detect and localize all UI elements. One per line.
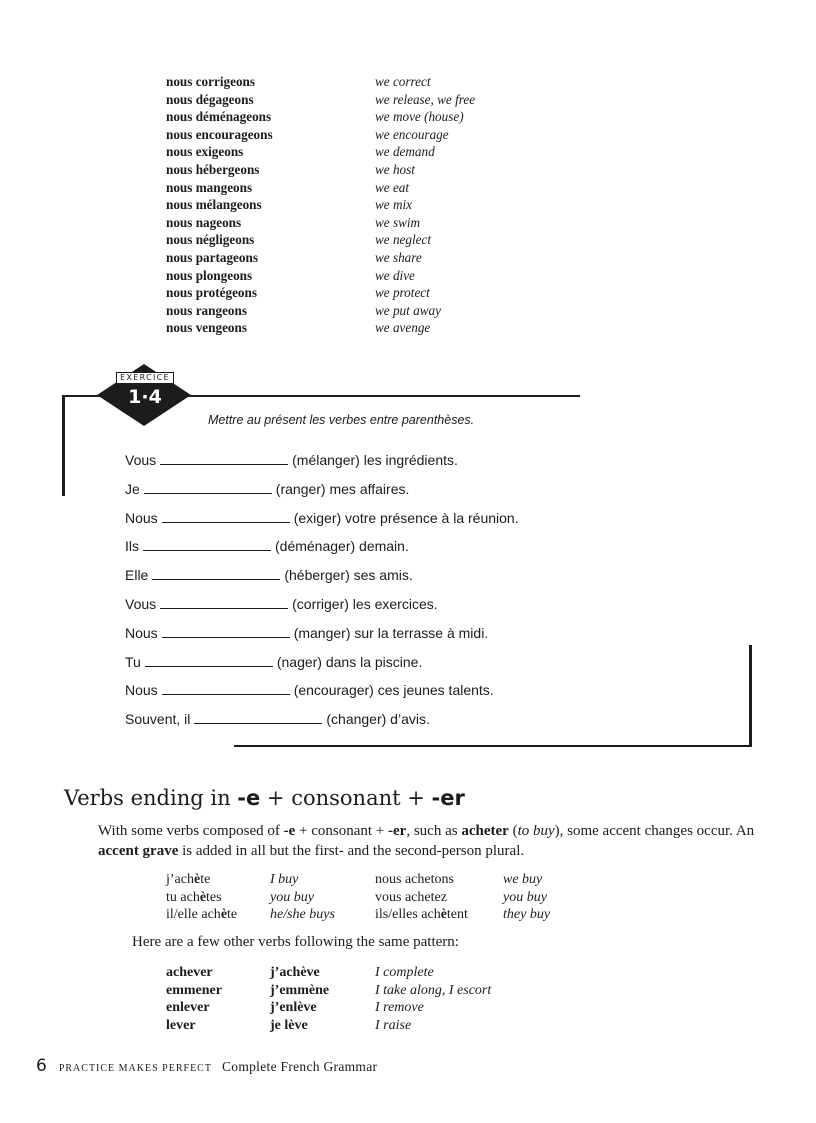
para-text: + consonant + bbox=[295, 823, 389, 839]
page-number: 6 bbox=[36, 1056, 47, 1076]
verb-translation: I complete bbox=[375, 965, 434, 980]
vocab-french: nous corrigeons bbox=[166, 74, 256, 89]
verb-form: j’enlève bbox=[270, 1000, 317, 1016]
para-text: ( bbox=[508, 823, 518, 839]
vocab-english: we protect bbox=[375, 285, 430, 301]
vocab-french: nous rangeons bbox=[166, 302, 247, 318]
item-rest: (héberger) ses amis. bbox=[284, 567, 413, 584]
vocab-english: we put away bbox=[375, 302, 441, 318]
conj-singular: j’achète bbox=[166, 872, 211, 887]
para-bold: accent grave bbox=[98, 843, 179, 859]
exercise-number: 1·4 bbox=[128, 386, 162, 408]
section-heading bbox=[64, 786, 465, 810]
vocab-french: nous protégeons bbox=[166, 285, 257, 301]
verb-form: je lève bbox=[270, 1017, 308, 1033]
vocab-french: nous partageons bbox=[166, 249, 258, 265]
item-subject: Souvent, il bbox=[125, 711, 191, 728]
item-rest: (corriger) les exercices. bbox=[292, 595, 438, 612]
vocab-english: we avenge bbox=[375, 320, 431, 336]
exercise-frame-bottom bbox=[234, 745, 752, 747]
vocab-english: we mix bbox=[375, 197, 412, 213]
exercise-label: EXERCICE bbox=[116, 372, 174, 384]
item-rest: (nager) dans la piscine. bbox=[276, 653, 423, 670]
answer-blank[interactable] bbox=[152, 566, 280, 580]
verb-translation: I remove bbox=[375, 1000, 424, 1016]
para-bold: acheter bbox=[461, 823, 509, 839]
answer-blank[interactable] bbox=[194, 710, 322, 724]
series-title: PRACTICE MAKES PERFECT bbox=[58, 1063, 212, 1074]
item-subject: Nous bbox=[125, 509, 158, 526]
para-text: is added in all but the first- and the second-person plural. bbox=[178, 843, 525, 859]
exercise-frame-left bbox=[62, 395, 65, 496]
item-rest: (changer) d’avis. bbox=[326, 711, 430, 728]
para-text: ), some accent changes occur. An bbox=[554, 823, 755, 839]
item-rest: (mélanger) les ingrédients. bbox=[292, 452, 458, 468]
verb-infinitive: emmener bbox=[166, 982, 222, 998]
item-rest: (exiger) votre présence à la réunion. bbox=[293, 509, 519, 526]
conj-singular-en: he/she buys bbox=[270, 907, 335, 922]
verb-infinitive: enlever bbox=[166, 1000, 210, 1016]
heading-text: + consonant + bbox=[260, 786, 432, 810]
answer-blank[interactable] bbox=[144, 480, 272, 494]
book-title: Complete French Grammar bbox=[221, 1059, 378, 1074]
verb-translation: I take along, I escort bbox=[375, 982, 492, 998]
vocab-english: we encourage bbox=[375, 126, 449, 142]
vocab-french: nous mangeons bbox=[166, 179, 253, 195]
verb-infinitive: lever bbox=[166, 1017, 196, 1033]
conj-singular-en: you buy bbox=[270, 889, 314, 905]
para-bold: -er bbox=[388, 823, 407, 839]
item-subject: Elle bbox=[125, 567, 149, 584]
verb-infinitive: achever bbox=[166, 965, 213, 980]
item-rest: (encourager) ces jeunes talents. bbox=[293, 682, 494, 699]
answer-blank[interactable] bbox=[162, 509, 290, 523]
para-text: With some verbs composed of bbox=[98, 823, 284, 839]
heading-suffix-er: -er bbox=[431, 786, 465, 810]
conj-plural: ils/elles achètent bbox=[375, 907, 468, 922]
vocab-english: we demand bbox=[375, 144, 435, 160]
vocab-french: nous vengeons bbox=[166, 320, 247, 336]
verb-form: j’emmène bbox=[270, 982, 330, 998]
item-subject: Vous bbox=[125, 595, 157, 612]
vocab-french: nous encourageons bbox=[166, 126, 273, 142]
answer-blank[interactable] bbox=[162, 624, 290, 638]
section-paragraph bbox=[98, 821, 764, 861]
item-subject: Je bbox=[125, 480, 140, 497]
item-subject: Nous bbox=[125, 682, 158, 699]
answer-blank[interactable] bbox=[160, 451, 288, 465]
conj-singular: tu achètes bbox=[166, 889, 222, 905]
heading-suffix-e: -e bbox=[237, 786, 261, 810]
vocab-french: nous nageons bbox=[166, 214, 242, 230]
vocab-english: we eat bbox=[375, 179, 410, 195]
answer-blank[interactable] bbox=[162, 681, 290, 695]
page-footer bbox=[36, 1056, 377, 1076]
vocab-english: we move (house) bbox=[375, 109, 464, 125]
para-bold: -e bbox=[283, 823, 296, 839]
vocab-french: nous plongeons bbox=[166, 267, 253, 283]
conj-plural-en: we buy bbox=[503, 872, 543, 887]
answer-blank[interactable] bbox=[160, 595, 288, 609]
conj-plural: vous achetez bbox=[375, 889, 447, 905]
vocab-english: we share bbox=[375, 249, 422, 265]
vocab-french: nous mélangeons bbox=[166, 197, 262, 213]
item-rest: (ranger) mes affaires. bbox=[275, 480, 410, 497]
vocab-french: nous dégageons bbox=[166, 91, 254, 107]
item-subject: Tu bbox=[125, 653, 141, 670]
para-text: , such as bbox=[406, 823, 462, 839]
vocab-english: we neglect bbox=[375, 232, 432, 248]
item-rest: (manger) sur la terrasse à midi. bbox=[293, 624, 489, 641]
vocab-english: we release, we free bbox=[375, 91, 476, 107]
other-verbs-intro: Here are a few other verbs following the same pattern: bbox=[132, 934, 459, 950]
vocab-french: nous négligeons bbox=[166, 232, 255, 248]
item-subject: Vous bbox=[125, 452, 157, 468]
exercise-frame-right bbox=[749, 645, 752, 747]
conj-plural-en: you buy bbox=[503, 889, 547, 905]
vocab-english: we swim bbox=[375, 214, 421, 230]
conj-plural: nous achetons bbox=[375, 872, 454, 887]
heading-text: Verbs ending in bbox=[64, 786, 238, 810]
vocab-english: we correct bbox=[375, 74, 431, 89]
vocab-french: nous exigeons bbox=[166, 144, 244, 160]
answer-blank[interactable] bbox=[143, 537, 271, 551]
exercise-instruction: Mettre au présent les verbes entre parenthèses. bbox=[208, 413, 475, 427]
conj-singular: il/elle achète bbox=[166, 907, 238, 922]
vocab-french: nous hébergeons bbox=[166, 161, 260, 177]
item-subject: Ils bbox=[125, 538, 139, 555]
item-subject: Nous bbox=[125, 624, 158, 641]
para-italic: to buy bbox=[517, 823, 555, 839]
verb-form: j’achève bbox=[270, 965, 320, 980]
vocab-french: nous déménageons bbox=[166, 109, 272, 125]
item-rest: (déménager) demain. bbox=[275, 538, 409, 555]
answer-blank[interactable] bbox=[145, 653, 273, 667]
conj-plural-en: they buy bbox=[503, 907, 551, 922]
verb-translation: I raise bbox=[375, 1017, 412, 1033]
vocab-english: we host bbox=[375, 161, 415, 177]
vocab-english: we dive bbox=[375, 267, 415, 283]
conj-singular-en: I buy bbox=[270, 872, 299, 887]
